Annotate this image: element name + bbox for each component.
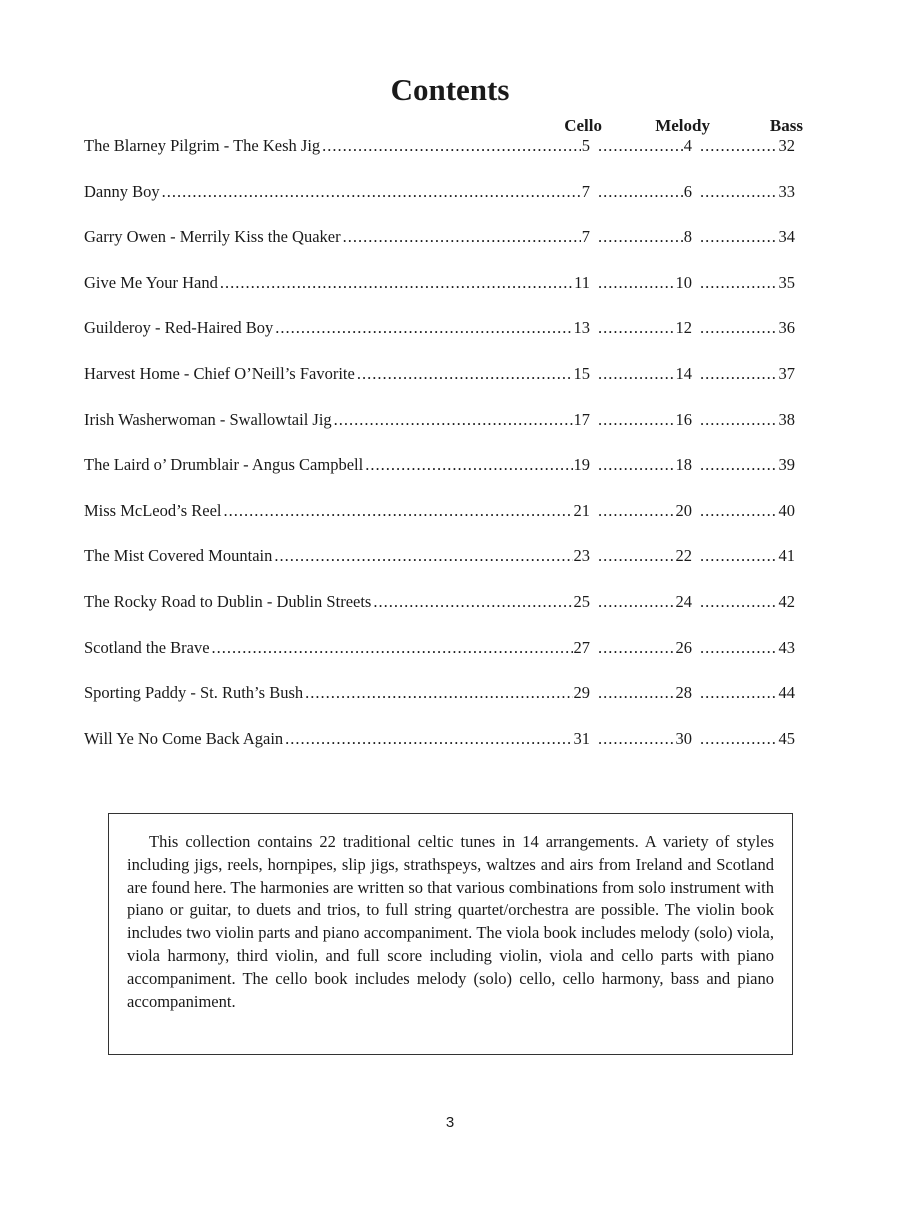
bass-cell [698, 546, 795, 566]
contents-row [84, 273, 804, 319]
page-ref: 6 [683, 181, 692, 201]
dot-leader [700, 136, 778, 156]
bass-cell [698, 227, 795, 247]
cello-cell [84, 501, 590, 521]
entry-title: Miss McLeod’s Reel [84, 500, 222, 520]
page-ref: 29 [573, 683, 590, 703]
bass-cell [698, 136, 795, 156]
bass-cell [698, 592, 795, 612]
cello-cell [84, 592, 590, 612]
dot-leader [598, 683, 675, 703]
page-ref: 7 [581, 227, 590, 247]
page-ref: 15 [573, 363, 590, 383]
dot-leader [162, 182, 581, 202]
dot-leader [700, 182, 778, 202]
page-ref: 41 [778, 546, 795, 566]
melody-cell [596, 729, 692, 749]
dot-leader [700, 273, 778, 293]
melody-cell [596, 227, 692, 247]
dot-leader [285, 729, 572, 749]
page-ref: 20 [675, 500, 692, 520]
page-ref: 5 [581, 136, 590, 155]
melody-cell [596, 410, 692, 430]
page-ref: 4 [683, 136, 692, 155]
dot-leader [275, 318, 572, 338]
dot-leader [598, 227, 683, 247]
bass-cell [698, 683, 795, 703]
cello-cell [84, 318, 590, 338]
page-ref: 19 [573, 455, 590, 475]
cello-cell [84, 273, 590, 293]
dot-leader [598, 592, 675, 612]
melody-cell [596, 501, 692, 521]
contents-row [84, 729, 804, 775]
page-ref: 30 [675, 728, 692, 748]
bass-cell [698, 501, 795, 521]
page-ref: 14 [675, 363, 692, 383]
description-box [108, 813, 793, 1055]
dot-leader [598, 410, 675, 430]
page-ref: 39 [778, 455, 795, 475]
entry-title: Guilderoy - Red-Haired Boy [84, 318, 274, 338]
melody-cell [596, 683, 692, 703]
dot-leader [598, 136, 683, 156]
contents-row [84, 136, 804, 182]
bass-cell [698, 364, 795, 384]
cello-cell [84, 227, 590, 247]
page-ref: 22 [675, 546, 692, 566]
melody-cell [596, 182, 692, 202]
entry-title: The Rocky Road to Dublin - Dublin Streets [84, 591, 372, 611]
page-ref: 37 [778, 363, 795, 383]
dot-leader [598, 501, 675, 521]
page-ref: 33 [778, 181, 795, 201]
page-ref: 31 [573, 728, 590, 748]
dot-leader [700, 683, 778, 703]
dot-leader [322, 136, 581, 156]
cello-cell [84, 136, 590, 156]
melody-cell [596, 273, 692, 293]
bass-cell [698, 638, 795, 658]
dot-leader [700, 227, 778, 247]
dot-leader [598, 638, 675, 658]
page-ref: 8 [683, 227, 692, 247]
bass-cell [698, 729, 795, 749]
dot-leader [224, 501, 573, 521]
melody-cell [596, 136, 692, 156]
page-ref: 17 [573, 409, 590, 429]
entry-title: Sporting Paddy - St. Ruth’s Bush [84, 683, 304, 703]
contents-row [84, 410, 804, 456]
dot-leader [598, 182, 683, 202]
page-ref: 24 [675, 591, 692, 611]
entry-title: Irish Washerwoman - Swallowtail Jig [84, 409, 332, 429]
dot-leader [700, 501, 778, 521]
page-ref: 12 [675, 318, 692, 338]
dot-leader [598, 729, 675, 749]
contents-row [84, 683, 804, 729]
dot-leader [598, 455, 675, 475]
dot-leader [334, 410, 573, 430]
bass-cell [698, 273, 795, 293]
dot-leader [212, 638, 573, 658]
entry-title: Danny Boy [84, 181, 160, 201]
page-ref: 10 [675, 272, 692, 292]
cello-cell [84, 455, 590, 475]
page-number: 3 [445, 1114, 455, 1131]
page-ref: 27 [573, 637, 590, 657]
dot-leader [700, 638, 778, 658]
page-ref: 32 [778, 136, 795, 155]
melody-cell [596, 638, 692, 658]
contents-row [84, 227, 804, 273]
contents-row [84, 592, 804, 638]
dot-leader [700, 364, 778, 384]
page-ref: 28 [675, 683, 692, 703]
melody-cell [596, 592, 692, 612]
contents-list [84, 136, 804, 774]
description-text: This collection contains 22 traditional celtic tunes in 14 arrangements. A variety of styles including jigs, reels, hornpipes, slip jigs, strathspeys, waltzes and airs from Ireland and Scotland are found here. The harmonies are written so that various combinations from solo instrument with piano or guitar, to duets and trios, to full string quartet/orchestra are possible. The violin book includes two violin parts and piano accompaniment. The viola book includes melody (solo) viola, viola harmony, third violin, and full score including violin, viola and cello parts with piano accompaniment. The cello book includes melody (solo) cello, cello harmony, bass and piano accompaniment. [127, 832, 774, 1011]
melody-cell [596, 546, 692, 566]
page-ref: 18 [675, 455, 692, 475]
page-ref: 38 [778, 409, 795, 429]
page-ref: 13 [573, 318, 590, 338]
dot-leader [700, 318, 778, 338]
page-ref: 25 [573, 591, 590, 611]
contents-row [84, 364, 804, 410]
dot-leader [598, 318, 675, 338]
bass-cell [698, 455, 795, 475]
page-ref: 16 [675, 409, 692, 429]
dot-leader [700, 546, 778, 566]
cello-cell [84, 364, 590, 384]
dot-leader [700, 410, 778, 430]
cello-cell [84, 182, 590, 202]
page-ref: 44 [778, 683, 795, 703]
contents-row [84, 182, 804, 228]
contents-row [84, 318, 804, 364]
column-header-cello: Cello [564, 116, 602, 135]
dot-leader [365, 455, 572, 475]
cello-cell [84, 546, 590, 566]
dot-leader [373, 592, 572, 612]
dot-leader [598, 273, 675, 293]
melody-cell [596, 318, 692, 338]
dot-leader [598, 364, 675, 384]
contents-row [84, 455, 804, 501]
dot-leader [598, 546, 675, 566]
page-ref: 36 [778, 318, 795, 338]
bass-cell [698, 410, 795, 430]
page-ref: 21 [573, 500, 590, 520]
cello-cell [84, 638, 590, 658]
contents-row [84, 638, 804, 684]
page-ref: 42 [778, 591, 795, 611]
bass-cell [698, 318, 795, 338]
melody-cell [596, 455, 692, 475]
entry-title: The Mist Covered Mountain [84, 546, 273, 566]
cello-cell [84, 729, 590, 749]
entry-title: Harvest Home - Chief O’Neill’s Favorite [84, 363, 355, 383]
page-ref: 26 [675, 637, 692, 657]
page-ref: 35 [778, 272, 795, 292]
contents-row [84, 501, 804, 547]
page-ref: 11 [574, 272, 590, 292]
entry-title: The Laird o’ Drumblair - Angus Campbell [84, 455, 364, 475]
contents-row [84, 546, 804, 592]
entry-title: The Blarney Pilgrim - The Kesh Jig [84, 136, 321, 155]
dot-leader [700, 729, 778, 749]
page-ref: 34 [778, 227, 795, 247]
column-header-melody: Melody [655, 116, 710, 135]
dot-leader [700, 592, 778, 612]
column-header-bass: Bass [769, 116, 803, 135]
dot-leader [220, 273, 573, 293]
cello-cell [84, 683, 590, 703]
entry-title: Give Me Your Hand [84, 272, 218, 292]
melody-cell [596, 364, 692, 384]
page-title: Contents [390, 72, 510, 107]
dot-leader [274, 546, 572, 566]
bass-cell [698, 182, 795, 202]
page-ref: 45 [778, 728, 795, 748]
dot-leader [357, 364, 573, 384]
page-ref: 7 [581, 181, 590, 201]
entry-title: Will Ye No Come Back Again [84, 728, 284, 748]
dot-leader [700, 455, 778, 475]
entry-title: Scotland the Brave [84, 637, 210, 657]
dot-leader [305, 683, 572, 703]
entry-title: Garry Owen - Merrily Kiss the Quaker [84, 227, 341, 247]
cello-cell [84, 410, 590, 430]
page-ref: 40 [778, 500, 795, 520]
dot-leader [343, 227, 581, 247]
page-ref: 23 [573, 546, 590, 566]
page-ref: 43 [778, 637, 795, 657]
